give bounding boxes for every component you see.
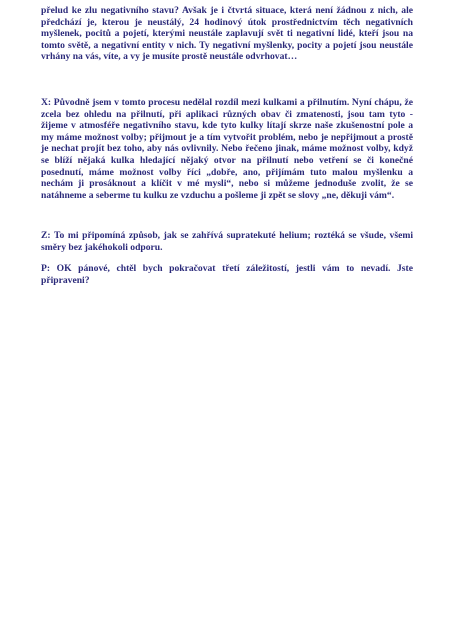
paragraph-speaker-x: X: Původně jsem v tomto procesu nedělal rozdíl mezi kulkami a přilnutím. Nyní chápu, že zcela bez ohledu na přilnutí, při aplikaci různých obav či zmatenosti, jsou tam tyto - žijeme v atmosféře negativního stavu, kde tyto kulky lítají skrze naše zkušenostní pole a my máme možnost volby; přijmout je a tím vytvořit problém, nebo je nepřijmout a prostě je nechat projít bez toho, aby nás ovlivnily. Nebo řečeno jinak, máme možnost volby, když se blíží nějaká kulka hledající nějaký otvor na přilnutí nebo vetření se či konečné posednutí, máme možnost volby říci „dobře, ano, přijímám tuto malou myšlenku a nechám ji prosáknout a klíčit v mé mysli“, nebo si můžeme jednoduše zvolit, že se natáhneme a seberme tu kulku ze vzduchu a pošleme ji zpět se slovy „ne, děkuji vám“. — [41, 97, 413, 201]
paragraph-speaker-z: Z: To mi připomíná způsob, jak se zahřívá supratekuté helium; roztéká se všude, všemi směry bez jakéhokoli odporu. — [41, 230, 413, 253]
paragraph-intro: přelud ke zlu negativního stavu? Avšak je i čtvrtá situace, která není žádnou z nich, ale předchází je, kterou je neustálý, 24 hodinový útok prostřednictvím těch negativních myšlenek, pocitů a pojetí, kterými neustále zaplavují svět ti negativní lidé, kteří jsou na tomto světě, a negativní entity v nich. Ty negativní myšlenky, pocity a pojetí jsou neustále vrhány na vás, víte, a vy je musíte prostě neustále odvrhovat… — [41, 5, 413, 63]
paragraph-speaker-p: P: OK pánové, chtěl bych pokračovat třetí záležitostí, jestli vám to nevadí. Jste připraveni? — [41, 263, 413, 286]
